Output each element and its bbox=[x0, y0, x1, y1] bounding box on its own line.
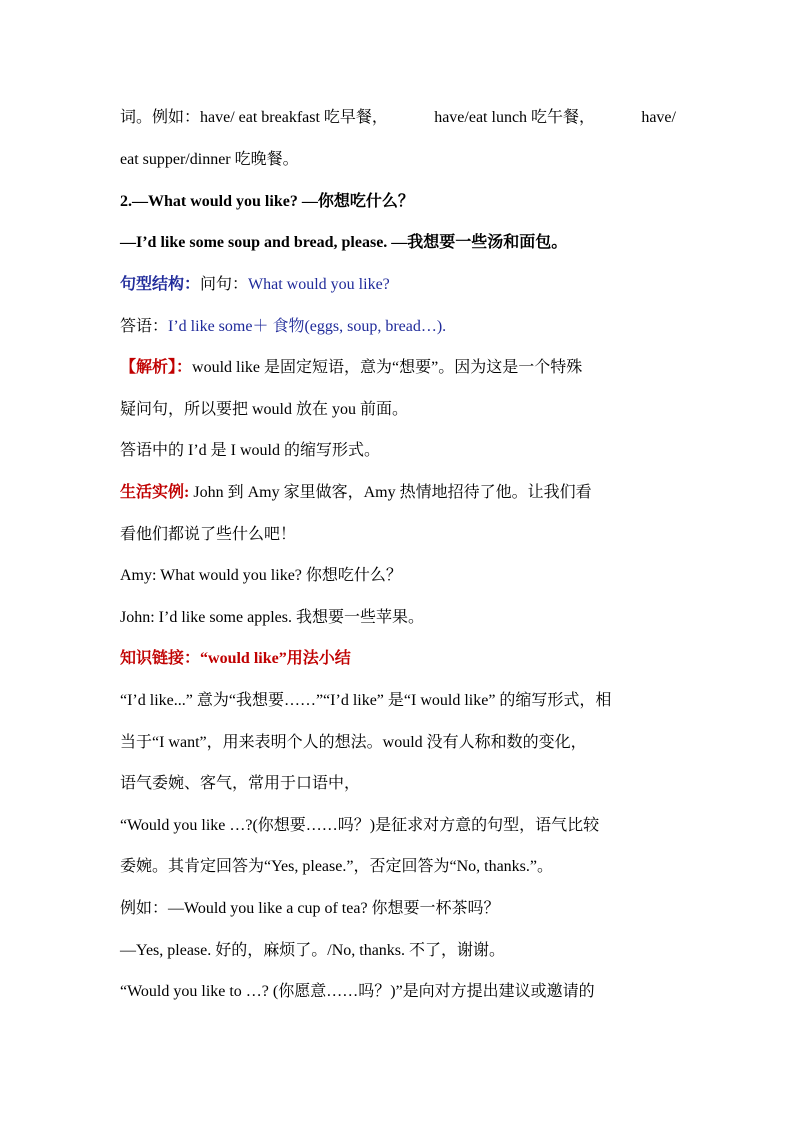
analysis-label: 【解析】： bbox=[120, 359, 193, 376]
text-line-16: 当于“I want”，用来表明个人的想法。would 没有人称和数的变化， bbox=[120, 734, 587, 751]
sentence-structure-label: 句型结构： bbox=[120, 276, 201, 293]
answer-structure bbox=[120, 317, 676, 337]
dialogue-question: 2.—What would you like? —你想吃什么？ bbox=[120, 193, 414, 210]
answer-pattern: I’d like some＋ 食物(eggs, soup, bread…). bbox=[168, 318, 447, 335]
knowledge-link-heading bbox=[120, 649, 676, 669]
analysis-line bbox=[120, 358, 676, 378]
text-line-9: 答语中的 I’d 是 I would 的缩写形式。 bbox=[120, 442, 380, 459]
text-line-11: 看他们都说了些什么吧！ bbox=[120, 526, 297, 543]
sentence-structure bbox=[120, 275, 676, 295]
life-example-line bbox=[120, 483, 676, 503]
text-line-1 bbox=[120, 108, 676, 128]
analysis-text: would like 是固定短语，意为“想要”。因为这是一个特殊 bbox=[192, 359, 583, 376]
question-label: 问句： bbox=[200, 276, 249, 293]
answer-label: 答语： bbox=[120, 318, 169, 335]
text-line-8: 疑问句，所以要把 would 放在 you 前面。 bbox=[120, 401, 409, 418]
life-example-label: 生活实例: bbox=[120, 484, 190, 501]
example-answers: —Yes, please. 好的，麻烦了。/No, thanks. 不了，谢谢。 bbox=[120, 942, 506, 959]
john-line: John: I’d like some apples. 我想要一些苹果。 bbox=[120, 609, 424, 626]
text-line-1-part-c: have/ bbox=[641, 109, 676, 126]
amy-line: Amy: What would you like? 你想吃什么？ bbox=[120, 567, 402, 584]
text-line-1-part-a: 词。例如：have/ eat breakfast 吃早餐， bbox=[120, 109, 388, 126]
text-line-1-part-b: have/eat lunch 吃午餐， bbox=[434, 109, 596, 126]
dialogue-answer: —I’d like some soup and bread, please. —我想要一些汤和面包。 bbox=[120, 234, 568, 251]
knowledge-link-title: “would like”用法小结 bbox=[200, 650, 351, 667]
text-line-15: “I’d like...” 意为“我想要……”“I’d like” 是“I would like” 的缩写形式，相 bbox=[120, 692, 612, 709]
text-line-17: 语气委婉、客气，常用于口语中， bbox=[120, 775, 361, 792]
example-question: 例如：—Would you like a cup of tea? 你想要一杯茶吗？ bbox=[120, 900, 500, 917]
life-example-text: John 到 Amy 家里做客，Amy 热情地招待了他。让我们看 bbox=[189, 484, 592, 501]
text-line-22: “Would you like to …? (你愿意……吗？)”是向对方提出建议或邀请的 bbox=[120, 983, 595, 1000]
knowledge-link-label: 知识链接： bbox=[120, 650, 201, 667]
text-line-2: eat supper/dinner 吃晚餐。 bbox=[120, 151, 299, 168]
text-line-18: “Would you like …?(你想要……吗？)是征求对方意的句型，语气比较 bbox=[120, 817, 600, 834]
text-line-19: 委婉。其肯定回答为“Yes, please.”，否定回答为“No, thanks.”。 bbox=[120, 858, 553, 875]
question-sentence: What would you like? bbox=[248, 276, 390, 293]
